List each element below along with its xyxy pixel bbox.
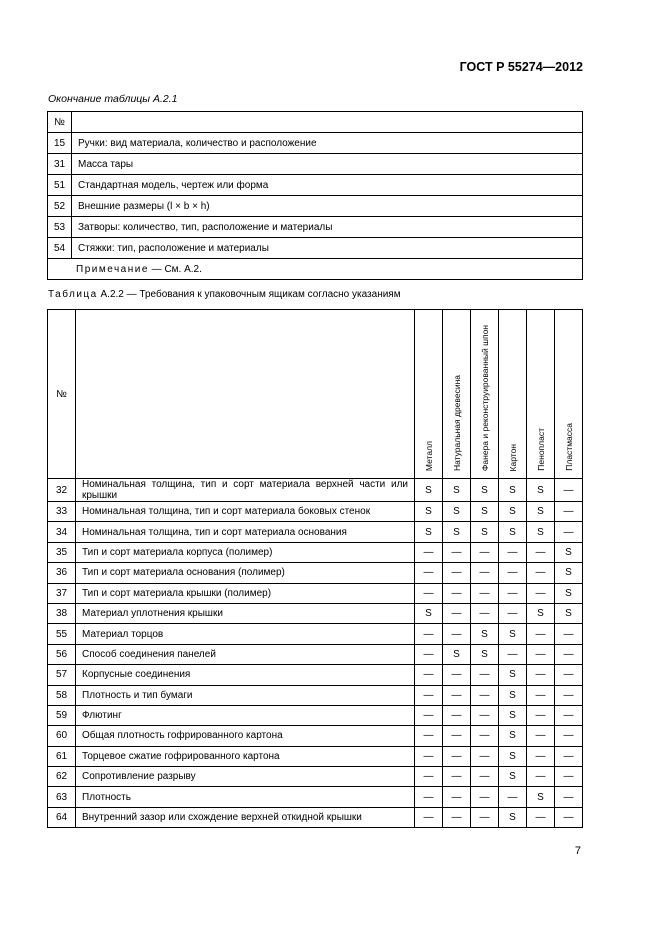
column-label: Натуральная древесина	[451, 374, 462, 471]
table-row	[48, 238, 583, 259]
row-mark: —	[415, 746, 443, 766]
row-mark: S	[471, 624, 499, 644]
row-mark: S	[471, 502, 499, 522]
table-row	[48, 217, 583, 238]
column-header-cardboard	[499, 310, 527, 479]
row-num: 58	[48, 685, 76, 705]
table-row	[48, 685, 583, 705]
column-header-wood	[443, 310, 471, 479]
table-row	[48, 767, 583, 787]
table-row	[48, 502, 583, 522]
row-mark: S	[443, 479, 471, 502]
row-mark: —	[443, 665, 471, 685]
table-row	[48, 563, 583, 583]
table-a21	[47, 111, 583, 280]
row-mark: —	[555, 705, 583, 725]
row-mark: S	[415, 522, 443, 542]
row-mark: —	[415, 787, 443, 807]
row-mark: S	[499, 685, 527, 705]
header-num: №	[48, 112, 72, 133]
row-mark: —	[555, 502, 583, 522]
row-num: 55	[48, 624, 76, 644]
row-mark: S	[443, 644, 471, 664]
row-mark: —	[527, 685, 555, 705]
row-num: 32	[48, 479, 76, 502]
table-row	[48, 133, 583, 154]
row-mark: —	[415, 767, 443, 787]
row-mark: —	[499, 583, 527, 603]
row-mark: S	[555, 563, 583, 583]
row-mark: —	[471, 665, 499, 685]
table-header-row	[48, 310, 583, 479]
row-text: Стандартная модель, чертеж или форма	[72, 175, 583, 196]
row-text: Сопротивление разрыву	[76, 767, 415, 787]
column-header-foam	[527, 310, 555, 479]
row-mark: S	[499, 746, 527, 766]
row-mark: S	[443, 502, 471, 522]
row-text: Корпусные соединения	[76, 665, 415, 685]
row-mark: —	[555, 787, 583, 807]
row-num: 34	[48, 522, 76, 542]
column-header-plastic	[555, 310, 583, 479]
row-mark: —	[471, 542, 499, 562]
row-mark: S	[555, 583, 583, 603]
row-mark: —	[527, 542, 555, 562]
row-num: 38	[48, 603, 76, 623]
note-row	[48, 259, 583, 280]
row-num: 15	[48, 133, 72, 154]
row-text: Ручки: вид материала, количество и расположение	[72, 133, 583, 154]
row-mark: S	[415, 502, 443, 522]
row-mark: —	[555, 479, 583, 502]
row-mark: —	[443, 746, 471, 766]
row-mark: S	[527, 502, 555, 522]
column-label: Картон	[507, 443, 518, 471]
table2-caption	[48, 289, 401, 300]
row-num: 53	[48, 217, 72, 238]
table-note	[48, 259, 583, 280]
row-mark: —	[527, 726, 555, 746]
row-num: 62	[48, 767, 76, 787]
row-mark: —	[443, 685, 471, 705]
row-mark: —	[443, 807, 471, 827]
note-label: Примечание	[76, 263, 149, 275]
row-mark: —	[443, 767, 471, 787]
row-mark: S	[471, 479, 499, 502]
row-mark: S	[499, 665, 527, 685]
row-mark: —	[527, 665, 555, 685]
row-num: 60	[48, 726, 76, 746]
row-num: 36	[48, 563, 76, 583]
row-mark: —	[527, 563, 555, 583]
row-text: Общая плотность гофрированного картона	[76, 726, 415, 746]
row-mark: S	[527, 787, 555, 807]
column-label: Пластмасса	[563, 423, 574, 471]
row-num: 52	[48, 196, 72, 217]
table-row	[48, 583, 583, 603]
row-mark: S	[499, 502, 527, 522]
header-empty	[76, 310, 415, 479]
column-label: Пенопласт	[535, 428, 546, 471]
row-mark: —	[443, 563, 471, 583]
row-mark: —	[527, 644, 555, 664]
row-mark: —	[555, 746, 583, 766]
row-text: Номинальная толщина, тип и сорт материала верхней части или крышки	[76, 479, 415, 502]
row-num: 57	[48, 665, 76, 685]
table2-caption-text: А.2.2 — Требования к упаковочным ящикам согласно указаниям	[100, 289, 401, 300]
row-text: Стяжки: тип, расположение и материалы	[72, 238, 583, 259]
row-mark: —	[471, 767, 499, 787]
table-row	[48, 196, 583, 217]
row-mark: S	[499, 807, 527, 827]
table-row	[48, 624, 583, 644]
row-num: 63	[48, 787, 76, 807]
table-row	[48, 154, 583, 175]
row-mark: —	[471, 807, 499, 827]
row-mark: —	[555, 726, 583, 746]
row-mark: —	[443, 542, 471, 562]
row-mark: S	[415, 603, 443, 623]
row-mark: —	[499, 563, 527, 583]
row-mark: S	[527, 522, 555, 542]
row-mark: —	[527, 583, 555, 603]
row-mark: —	[527, 767, 555, 787]
row-mark: —	[471, 583, 499, 603]
table-row	[48, 479, 583, 502]
table-row	[48, 746, 583, 766]
row-text: Тип и сорт материала крышки (полимер)	[76, 583, 415, 603]
row-mark: —	[415, 644, 443, 664]
row-mark: S	[415, 479, 443, 502]
table-row	[48, 807, 583, 827]
row-text: Плотность	[76, 787, 415, 807]
row-text: Материал уплотнения крышки	[76, 603, 415, 623]
row-text: Тип и сорт материала корпуса (полимер)	[76, 542, 415, 562]
row-mark: —	[415, 705, 443, 725]
row-mark: —	[415, 807, 443, 827]
row-mark: S	[499, 705, 527, 725]
row-num: 56	[48, 644, 76, 664]
row-mark: —	[555, 522, 583, 542]
row-mark: —	[471, 726, 499, 746]
row-mark: S	[527, 479, 555, 502]
row-num: 51	[48, 175, 72, 196]
row-mark: —	[499, 644, 527, 664]
row-mark: —	[415, 563, 443, 583]
row-mark: —	[443, 624, 471, 644]
row-mark: —	[499, 603, 527, 623]
row-mark: S	[555, 603, 583, 623]
row-mark: —	[555, 767, 583, 787]
row-mark: —	[555, 807, 583, 827]
row-mark: —	[555, 685, 583, 705]
row-num: 31	[48, 154, 72, 175]
row-text: Флютинг	[76, 705, 415, 725]
row-text: Внешние размеры (l × b × h)	[72, 196, 583, 217]
table-row	[48, 705, 583, 725]
row-mark: —	[443, 603, 471, 623]
row-num: 61	[48, 746, 76, 766]
table-a22	[47, 309, 583, 828]
row-mark: —	[471, 787, 499, 807]
row-mark: —	[415, 583, 443, 603]
row-mark: —	[471, 563, 499, 583]
row-mark: S	[555, 542, 583, 562]
row-mark: —	[555, 624, 583, 644]
row-mark: —	[443, 705, 471, 725]
page-number: 7	[574, 845, 581, 857]
row-mark: —	[443, 583, 471, 603]
row-num: 59	[48, 705, 76, 725]
row-text: Затворы: количество, тип, расположение и материалы	[72, 217, 583, 238]
row-mark: —	[471, 705, 499, 725]
row-mark: —	[555, 644, 583, 664]
row-num: 35	[48, 542, 76, 562]
row-text: Плотность и тип бумаги	[76, 685, 415, 705]
row-mark: —	[555, 665, 583, 685]
row-num: 54	[48, 238, 72, 259]
row-mark: S	[443, 522, 471, 542]
row-mark: —	[443, 726, 471, 746]
row-mark: —	[499, 787, 527, 807]
table-row	[48, 522, 583, 542]
row-num: 33	[48, 502, 76, 522]
row-mark: —	[499, 542, 527, 562]
row-text: Внутренний зазор или схождение верхней откидной крышки	[76, 807, 415, 827]
standard-designation: ГОСТ Р 55274—2012	[459, 60, 583, 74]
row-mark: S	[471, 644, 499, 664]
row-mark: S	[499, 522, 527, 542]
row-text: Способ соединения панелей	[76, 644, 415, 664]
table-row	[48, 787, 583, 807]
row-mark: S	[499, 726, 527, 746]
row-mark: —	[527, 807, 555, 827]
row-mark: S	[527, 603, 555, 623]
row-mark: —	[415, 665, 443, 685]
row-text: Номинальная толщина, тип и сорт материала основания	[76, 522, 415, 542]
column-header-plywood	[471, 310, 499, 479]
row-num: 37	[48, 583, 76, 603]
row-mark: S	[499, 767, 527, 787]
table-row	[48, 542, 583, 562]
row-mark: —	[471, 685, 499, 705]
header-num: №	[48, 310, 76, 479]
row-mark: S	[471, 522, 499, 542]
column-header-metal	[415, 310, 443, 479]
row-num: 64	[48, 807, 76, 827]
table-row	[48, 175, 583, 196]
row-text: Масса тары	[72, 154, 583, 175]
row-mark: —	[471, 746, 499, 766]
table-row	[48, 665, 583, 685]
table-row	[48, 726, 583, 746]
row-text: Тип и сорт материала основания (полимер)	[76, 563, 415, 583]
header-empty	[72, 112, 583, 133]
table2-caption-label: Таблица	[48, 289, 98, 300]
table1-caption: Окончание таблицы А.2.1	[48, 93, 178, 105]
row-mark: S	[499, 624, 527, 644]
column-label: Фанера и реконструированный шпон	[479, 324, 490, 471]
table-row	[48, 603, 583, 623]
row-mark: —	[527, 746, 555, 766]
row-mark: —	[471, 603, 499, 623]
column-label: Металл	[423, 440, 434, 471]
table-row	[48, 644, 583, 664]
row-mark: —	[527, 624, 555, 644]
row-mark: —	[415, 542, 443, 562]
row-mark: —	[527, 705, 555, 725]
row-text: Материал торцов	[76, 624, 415, 644]
row-text: Торцевое сжатие гофрированного картона	[76, 746, 415, 766]
table-header-row	[48, 112, 583, 133]
row-mark: —	[415, 726, 443, 746]
row-mark: S	[499, 479, 527, 502]
row-text: Номинальная толщина, тип и сорт материала боковых стенок	[76, 502, 415, 522]
row-mark: —	[415, 685, 443, 705]
row-mark: —	[443, 787, 471, 807]
row-mark: —	[415, 624, 443, 644]
note-text: — См. А.2.	[151, 263, 202, 275]
